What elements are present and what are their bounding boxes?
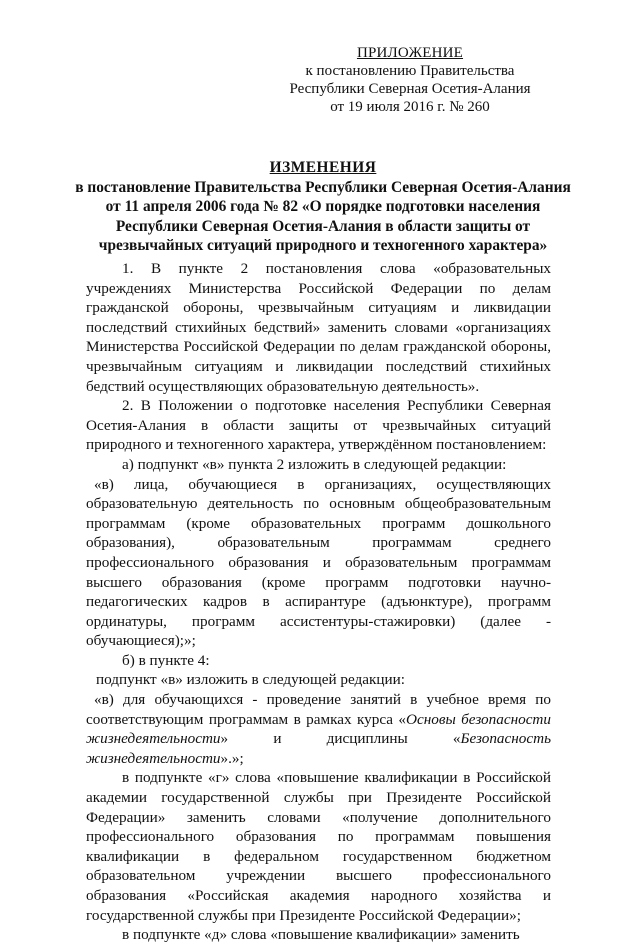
appendix-line-2: Республики Северная Осетия-Алания bbox=[289, 81, 531, 97]
paragraph-5: б) в пункте 4: bbox=[122, 651, 210, 669]
appendix-line-1: к постановлению Правительства bbox=[305, 63, 515, 79]
paragraph-1: 1. В пункте 2 постановления слова «образовательных учреждениях Министерства Российской Федерации по делам гражданской обороны, чрезвычайным ситуациям и ликвидации последствий стихийных бедствий» заменить словами «организациях Министерства Российской Федерации по делам гражданской обороны, чрезвычайным ситуациям и ликвидации последствий стихийных бедствий осуществляющих образовательную деятельность». bbox=[86, 260, 551, 395]
document-heading bbox=[70, 158, 576, 256]
paragraph-3: а) подпункт «в» пункта 2 изложить в следующей редакции: bbox=[122, 455, 507, 473]
paragraph-9: в подпункте «д» слова «повышение квалификации» заменить bbox=[122, 926, 520, 944]
paragraph-7-start: «в) для обучающихся - проведение занятий в учебное время по соответствующим программам в рамках курса « bbox=[86, 691, 551, 728]
heading-line-1: в постановление Правительства Республики Северная Осетия-Алания bbox=[75, 178, 571, 196]
paragraph-8: в подпункте «г» слова «повышение квалификации в Российской академии государственной службы при Президенте Российской Федерации» заменить словами «получение дополнительного профессионального образования по программам повышения квалификации в федеральном государственном бюджетном образовательном учреждении высшего профессионального образования «Российская академия народного хозяйства и государственной службы при Президенте Российской Федерации»; bbox=[86, 769, 551, 924]
heading-line-3: Республики Северная Осетия-Алания в области защиты от bbox=[115, 217, 531, 235]
paragraph-6: подпункт «в» изложить в следующей редакции: bbox=[96, 671, 405, 689]
document-body bbox=[86, 259, 551, 945]
paragraph-2: 2. В Положении о подготовке населения Республики Северная Осетия-Алания в области защиты от чрезвычайных ситуаций природного и техногенного характера, утверждённом постановлением: bbox=[86, 397, 551, 454]
paragraph-7-end: ».»; bbox=[220, 749, 244, 767]
paragraph-4: «в) лица, обучающиеся в организациях, осуществляющих образовательную деятельность по основным общеобразовательным программам (кроме образовательных программ дошкольного образования), образовательным программам среднего профессионального образования и образовательным программам высшего образования (кроме программ подготовки научно-педагогических кадров в аспирантуре (адъюнктуре), программ ординатуры, программ ассистентуры-стажировки) (далее - обучающиеся);»; bbox=[86, 475, 551, 650]
appendix-header bbox=[270, 44, 550, 116]
heading-word: ИЗМЕНЕНИЯ bbox=[269, 159, 377, 176]
heading-line-2: от 11 апреля 2006 года № 82 «О порядке подготовки населения bbox=[105, 198, 541, 216]
paragraph-7 bbox=[86, 690, 551, 768]
heading-line-4: чрезвычайных ситуаций природного и техногенного характера» bbox=[98, 237, 548, 255]
appendix-title: ПРИЛОЖЕНИЕ bbox=[356, 45, 464, 61]
course-name-2: Безопасность жизнедеятельности bbox=[86, 730, 551, 767]
course-name-1: Основы безопасности жизнедеятельности bbox=[86, 710, 551, 748]
paragraph-7-mid: » и дисциплины « bbox=[220, 730, 461, 748]
appendix-date-line: от 19 июля 2016 г. № 260 bbox=[330, 99, 490, 115]
